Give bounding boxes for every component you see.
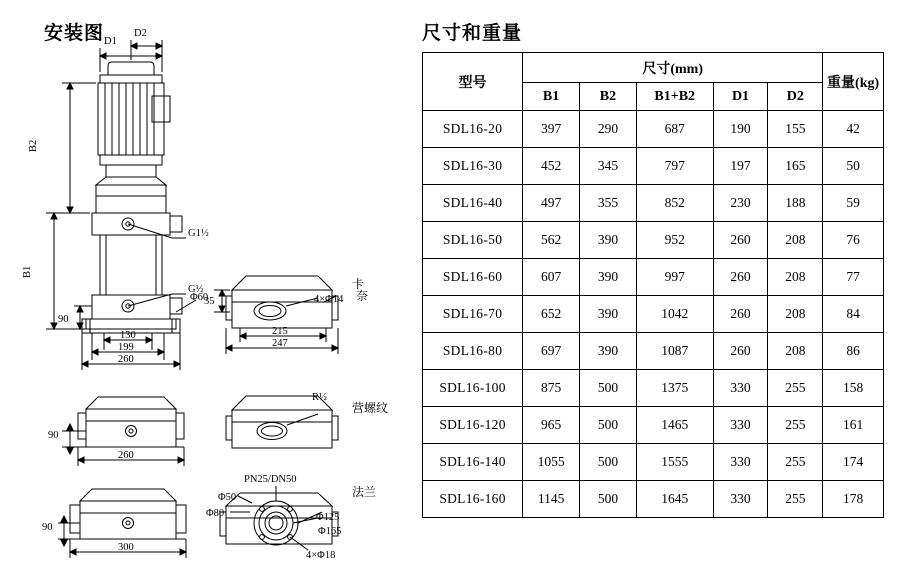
table-row [423, 296, 884, 333]
dim-260-b: 260 [118, 450, 134, 461]
cell-d2: 208 [768, 296, 823, 333]
cell-model: SDL16-100 [423, 370, 523, 407]
cell-d2: 208 [768, 259, 823, 296]
cell-weight: 158 [823, 370, 884, 407]
cell-model: SDL16-60 [423, 259, 523, 296]
label-g-half: G½ [188, 284, 204, 295]
header-d1: D1 [713, 83, 768, 111]
cell-b2: 390 [580, 222, 637, 259]
header-dimensions-group: 尺寸(mm) [523, 53, 823, 83]
holes-4x18: 4×Φ18 [306, 550, 336, 561]
cell-model: SDL16-20 [423, 111, 523, 148]
cell-b1: 965 [523, 407, 580, 444]
cell-d1: 197 [713, 148, 768, 185]
cell-b2: 390 [580, 296, 637, 333]
cell-b2: 290 [580, 111, 637, 148]
cell-d1: 330 [713, 407, 768, 444]
cell-b1: 697 [523, 333, 580, 370]
cell-b1: 562 [523, 222, 580, 259]
cell-b1b2: 1087 [636, 333, 713, 370]
cell-b1: 452 [523, 148, 580, 185]
cell-weight: 77 [823, 259, 884, 296]
note-flange: 法兰 [352, 485, 377, 499]
cell-b2: 355 [580, 185, 637, 222]
cell-model: SDL16-30 [423, 148, 523, 185]
note-pipe-thread: 营螺纹 [352, 401, 389, 415]
dimensions-table [422, 52, 884, 518]
cell-weight: 76 [823, 222, 884, 259]
cell-b1b2: 687 [636, 111, 713, 148]
dim-199: 199 [118, 342, 134, 353]
cell-d1: 190 [713, 111, 768, 148]
cell-b2: 500 [580, 444, 637, 481]
cell-model: SDL16-80 [423, 333, 523, 370]
dim-phi60: Φ60 [190, 292, 209, 303]
cell-b1b2: 997 [636, 259, 713, 296]
cell-b1: 397 [523, 111, 580, 148]
dim-247: 247 [272, 338, 288, 349]
cell-b1: 1055 [523, 444, 580, 481]
cell-model: SDL16-160 [423, 481, 523, 518]
dim-300: 300 [118, 542, 134, 553]
installation-drawing [0, 0, 420, 576]
cell-d1: 330 [713, 370, 768, 407]
cell-b1: 875 [523, 370, 580, 407]
holes-4x14: 4×Φ14 [314, 294, 344, 305]
header-weight: 重量(kg) [823, 53, 884, 111]
dimensions-table-wrap [422, 52, 884, 518]
dimensions-table-title: 尺寸和重量 [422, 23, 523, 44]
cell-weight: 161 [823, 407, 884, 444]
table-header [423, 53, 884, 111]
cell-b1b2: 797 [636, 148, 713, 185]
dim-215: 215 [272, 326, 288, 337]
cell-d2: 165 [768, 148, 823, 185]
cell-d1: 330 [713, 481, 768, 518]
table-row [423, 407, 884, 444]
cell-weight: 86 [823, 333, 884, 370]
header-b2: B2 [580, 83, 637, 111]
cell-d2: 188 [768, 185, 823, 222]
header-b1-plus-b2: B1+B2 [636, 83, 713, 111]
cell-d1: 330 [713, 444, 768, 481]
label-d1: D1 [104, 36, 117, 47]
cell-b1b2: 1042 [636, 296, 713, 333]
installation-drawing-panel [0, 0, 420, 576]
cell-weight: 174 [823, 444, 884, 481]
cell-b2: 390 [580, 259, 637, 296]
note-clamp: 卡 [352, 277, 365, 291]
cell-b1b2: 952 [636, 222, 713, 259]
cell-b1: 1145 [523, 481, 580, 518]
table-row [423, 185, 884, 222]
label-d2: D2 [134, 28, 147, 39]
table-row [423, 222, 884, 259]
cell-d2: 255 [768, 370, 823, 407]
table-row [423, 259, 884, 296]
dim-130: 130 [120, 330, 136, 341]
cell-b1b2: 1645 [636, 481, 713, 518]
dim-phi50: Φ50 [218, 492, 237, 503]
cell-b1b2: 1465 [636, 407, 713, 444]
dim-260: 260 [118, 354, 134, 365]
cell-b2: 500 [580, 407, 637, 444]
dim-90-a: 90 [58, 314, 69, 325]
cell-b1b2: 1555 [636, 444, 713, 481]
header-model: 型号 [423, 53, 523, 111]
header-b1: B1 [523, 83, 580, 111]
cell-weight: 84 [823, 296, 884, 333]
cell-model: SDL16-120 [423, 407, 523, 444]
cell-b1: 497 [523, 185, 580, 222]
dim-phi125: Φ125 [316, 512, 340, 523]
cell-b2: 500 [580, 481, 637, 518]
table-row [423, 481, 884, 518]
cell-d2: 255 [768, 407, 823, 444]
cell-d1: 260 [713, 222, 768, 259]
cell-weight: 59 [823, 185, 884, 222]
cell-d2: 155 [768, 111, 823, 148]
dim-90-b: 90 [48, 430, 59, 441]
table-row [423, 370, 884, 407]
note-clamp-2: 奈 [356, 289, 369, 303]
label-pn-dn: PN25/DN50 [244, 474, 297, 485]
dim-90-c: 90 [42, 522, 53, 533]
dim-35: 35 [204, 296, 215, 307]
dim-phi80: Φ80 [206, 508, 225, 519]
cell-b1b2: 852 [636, 185, 713, 222]
label-g1-half: G1½ [188, 228, 209, 239]
cell-weight: 42 [823, 111, 884, 148]
cell-b1: 607 [523, 259, 580, 296]
cell-b2: 500 [580, 370, 637, 407]
table-row [423, 444, 884, 481]
table-body [423, 111, 884, 518]
cell-b2: 345 [580, 148, 637, 185]
label-b2: B2 [28, 139, 39, 152]
cell-d2: 208 [768, 333, 823, 370]
cell-d1: 230 [713, 185, 768, 222]
cell-d2: 255 [768, 481, 823, 518]
cell-weight: 50 [823, 148, 884, 185]
cell-b1: 652 [523, 296, 580, 333]
installation-drawing-title: 安装图 [44, 23, 105, 44]
cell-d1: 260 [713, 333, 768, 370]
cell-model: SDL16-70 [423, 296, 523, 333]
cell-d1: 260 [713, 259, 768, 296]
cell-d2: 255 [768, 444, 823, 481]
table-row [423, 333, 884, 370]
cell-weight: 178 [823, 481, 884, 518]
cell-b2: 390 [580, 333, 637, 370]
cell-d1: 260 [713, 296, 768, 333]
label-r12: R½ [312, 392, 327, 403]
table-row [423, 111, 884, 148]
header-d2: D2 [768, 83, 823, 111]
dim-phi165: Φ165 [318, 526, 342, 537]
cell-b1b2: 1375 [636, 370, 713, 407]
cell-d2: 208 [768, 222, 823, 259]
cell-model: SDL16-140 [423, 444, 523, 481]
label-b1: B1 [22, 265, 33, 278]
cell-model: SDL16-50 [423, 222, 523, 259]
cell-model: SDL16-40 [423, 185, 523, 222]
table-row [423, 148, 884, 185]
